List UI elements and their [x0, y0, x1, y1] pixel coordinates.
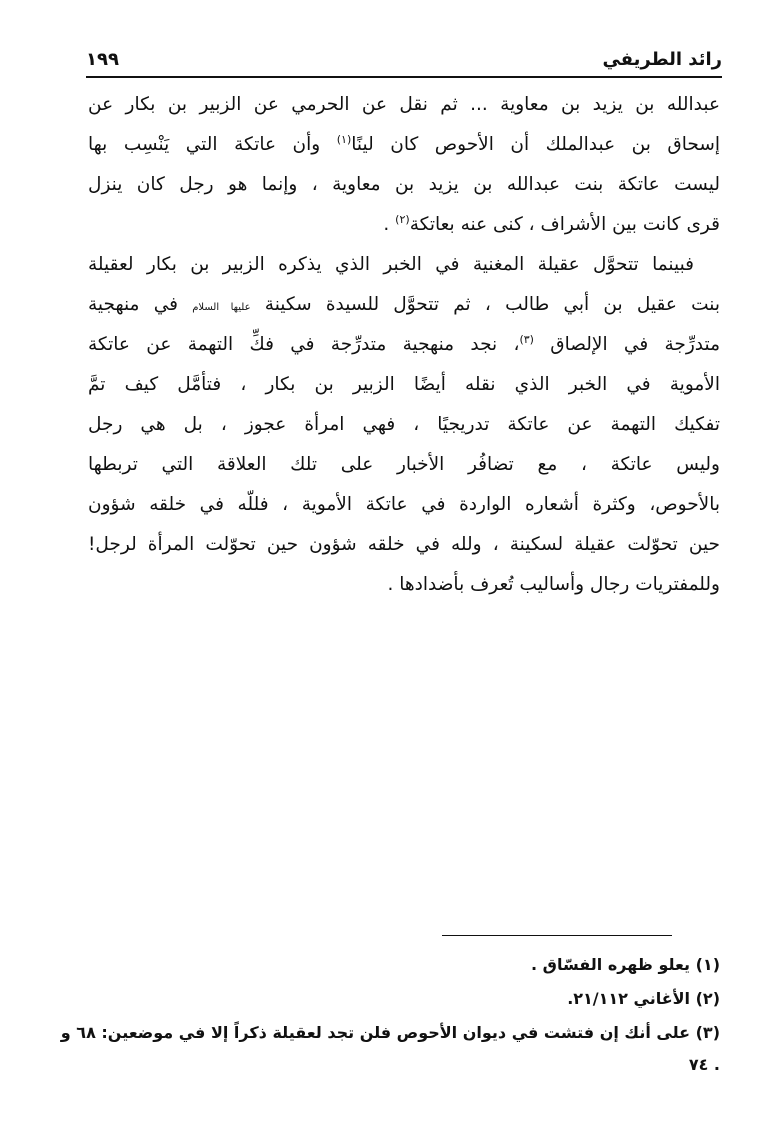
footnote-ref[interactable]: (١): [336, 132, 352, 146]
text-segment: قرى كانت بين الأشراف ، كنى عنه بعاتكة: [409, 214, 720, 235]
text-segment: ، نجد منهجية متدرِّجة في فكِّ التهمة عن عاتكة: [88, 334, 520, 355]
text-segment: في منهجية: [88, 294, 193, 315]
body-line: [88, 130, 720, 160]
body-line: ليست عاتكة بنت عبدالله بن يزيد بن معاوية ، وإنما هو رجل كان ينزل: [88, 174, 720, 195]
footnote-2: (٢) الأغاني ٢١/١١٢.: [567, 989, 720, 1008]
body-line: [88, 210, 720, 240]
body-line: عبدالله بن يزيد بن معاوية ... ثم نقل عن الحرمي عن الزبير بن بكار عن: [88, 94, 720, 115]
body-line: [88, 290, 720, 320]
page-number: ١٩٩: [86, 49, 119, 70]
running-title: رائد الطريفي: [602, 49, 722, 70]
header-rule: [86, 76, 722, 78]
footnote-3: (٣) على أنك إن فتشت في ديوان الأحوص فلن تجد لعقيلة ذكراً إلا في موضعين: ٦٨ و: [60, 1023, 720, 1042]
body-line: حين تحوّلت عقيلة لسكينة ، ولله في خلقه شؤون حين تحوّلت المرأة لرجل!: [88, 534, 720, 555]
footnote-1: (١) يعلو ظهره الفسّاق .: [531, 955, 720, 974]
text-segment: .: [383, 214, 396, 235]
text-segment: بنت عقيل بن أبي طالب ، ثم تتحوَّل للسيدة سكينة: [250, 294, 720, 315]
body-line: وللمفتريات رجال وأساليب تُعرف بأضدادها .: [387, 574, 720, 595]
body-line: وليس عاتكة ، مع تضافُر الأخبار على تلك العلاقة التي تربطها: [88, 454, 720, 475]
page-header: [86, 40, 722, 70]
body-line: تفكيك التهمة عن عاتكة تدريجيًا ، فهي امرأة عجوز ، بل هي رجل: [88, 414, 720, 435]
body-line: الأموية في الخبر الذي نقله أيضًا الزبير بن بكار ، فتأمَّل كيف تمَّ: [88, 374, 720, 395]
text-segment: إسحاق بن عبدالملك أن الأحوص كان لينًا: [351, 134, 720, 155]
text-segment: متدرِّجة في الإلصاق: [533, 334, 720, 355]
footnote-separator: [442, 935, 672, 936]
footnote-3-continued: . ٧٤: [688, 1055, 720, 1074]
body-line: بالأحوص، وكثرة أشعاره الواردة في عاتكة الأموية ، فللّه في خلقه شؤون: [88, 494, 720, 515]
honorific-symbol: عليها السلام: [192, 302, 251, 313]
footnote-ref[interactable]: (٣): [519, 332, 534, 346]
body-line: فبينما تتحوَّل عقيلة المغنية في الخبر الذي يذكره الزبير بن بكار لعقيلة: [88, 254, 694, 275]
text-segment: وأن عاتكة التي يَنْسِب بها: [88, 134, 337, 155]
body-line: [88, 330, 720, 360]
footnote-ref[interactable]: (٢): [395, 212, 410, 226]
